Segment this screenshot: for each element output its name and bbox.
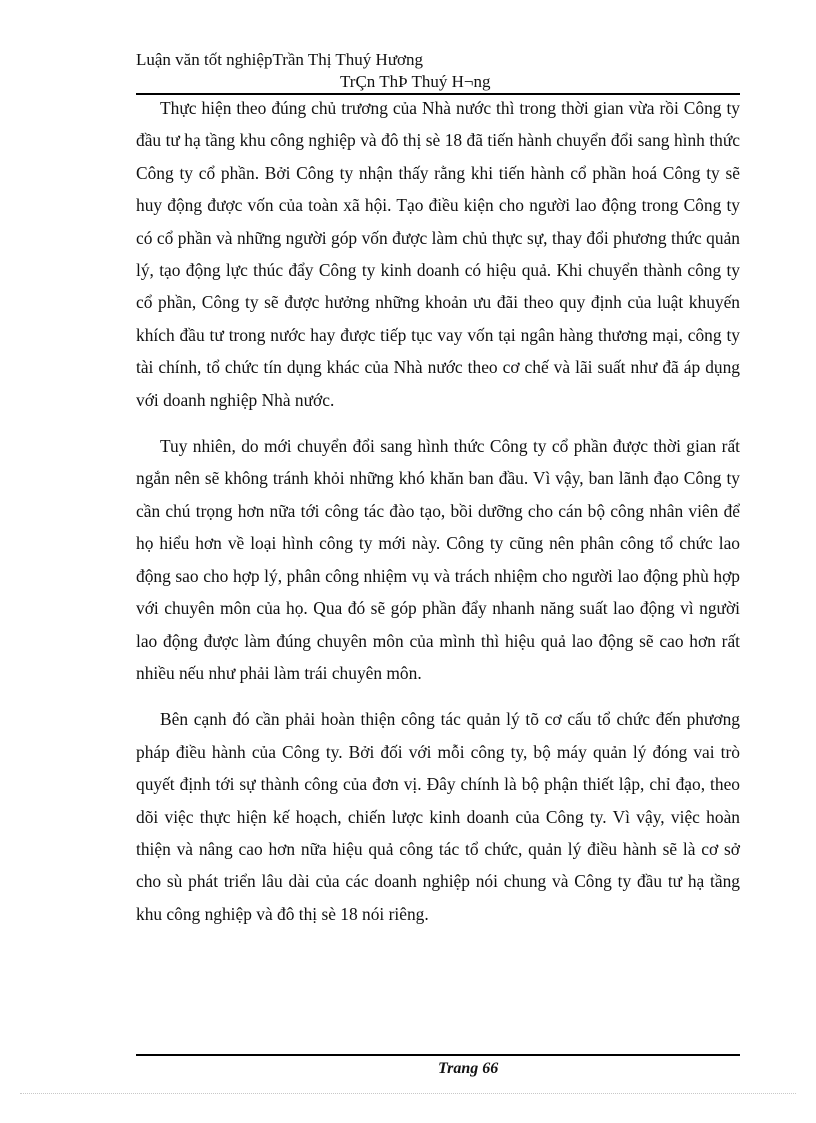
page-bottom-edge (20, 1093, 796, 1094)
page-number: Trang 66 (438, 1060, 499, 1077)
document-body (136, 92, 740, 930)
header-author-line: Luận văn tốt nghiệpTrần Thị Thuý Hương (136, 50, 424, 69)
paragraph-3: Bên cạnh đó cần phải hoàn thiện công tác quản lý tõ cơ cấu tổ chức đến phương pháp điều hành của Công ty. Bởi đối với mỗi công ty, bộ máy quản lý đóng vai trò quyết định tới sự thành công của đơn vị. Đây chính là bộ phận thiết lập, chỉ đạo, theo dõi việc thực hiện kế hoạch, chiến lược kinh doanh của Công ty. Vì vậy, việc hoàn thiện và nâng cao hơn nữa hiệu quả công tác tổ chức, quản lý điều hành sẽ là cơ sở cho sù phát triển lâu dài của các doanh nghiệp nói chung và Công ty đầu tư hạ tầng khu công nghiệp và đô thị sè 18 nói riêng. (136, 709, 740, 924)
paragraph-2: Tuy nhiên, do mới chuyển đổi sang hình thức Công ty cổ phần được thời gian rất ngắn nên sẽ không tránh khỏi những khó khăn ban đầu. Vì vậy, ban lãnh đạo Công ty cần chú trọng hơn nữa tới công tác đào tạo, bồi dưỡng cho cán bộ công nhân viên để họ hiểu hơn về loại hình công ty mới này. Công ty cũng nên phân công tổ chức lao động sao cho hợp lý, phân công nhiệm vụ và trách nhiệm cho người lao động phù hợp với chuyên môn của họ. Qua đó sẽ góp phần đẩy nhanh năng suất lao động vì người lao động được làm đúng chuyên môn của mình thì hiệu quả lao động sẽ cao hơn rất nhiều nếu như phải làm trái chuyên môn. (136, 436, 740, 683)
header-author-garbled: TrÇn ThÞ Thuý H¬ng (340, 72, 491, 91)
paragraph-1: Thực hiện theo đúng chủ trương của Nhà nước thì trong thời gian vừa rồi Công ty đầu tư hạ tầng khu công nghiệp và đô thị sè 18 đã tiến hành chuyển đổi sang hình thức Công ty cổ phần. Bởi Công ty nhận thấy rằng khi tiến hành cổ phần hoá Công ty sẽ huy động được vốn của toàn xã hội. Tạo điều kiện cho người lao động trong Công ty có cổ phần và những người góp vốn được làm chủ thực sự, thay đổi phương thức quản lý, tạo động lực thúc đẩy Công ty kinh doanh có hiệu quả. Khi chuyển thành công ty cổ phần, Công ty sẽ được hưởng những khoản ưu đãi theo quy định của luật khuyến khích đầu tư trong nước hay được tiếp tục vay vốn tại ngân hàng thương mại, công ty tài chính, tổ chức tín dụng khác của Nhà nước theo cơ chế và lãi suất như đã áp dụng với doanh nghiệp Nhà nước. (136, 98, 740, 410)
footer-rule (136, 1054, 740, 1056)
